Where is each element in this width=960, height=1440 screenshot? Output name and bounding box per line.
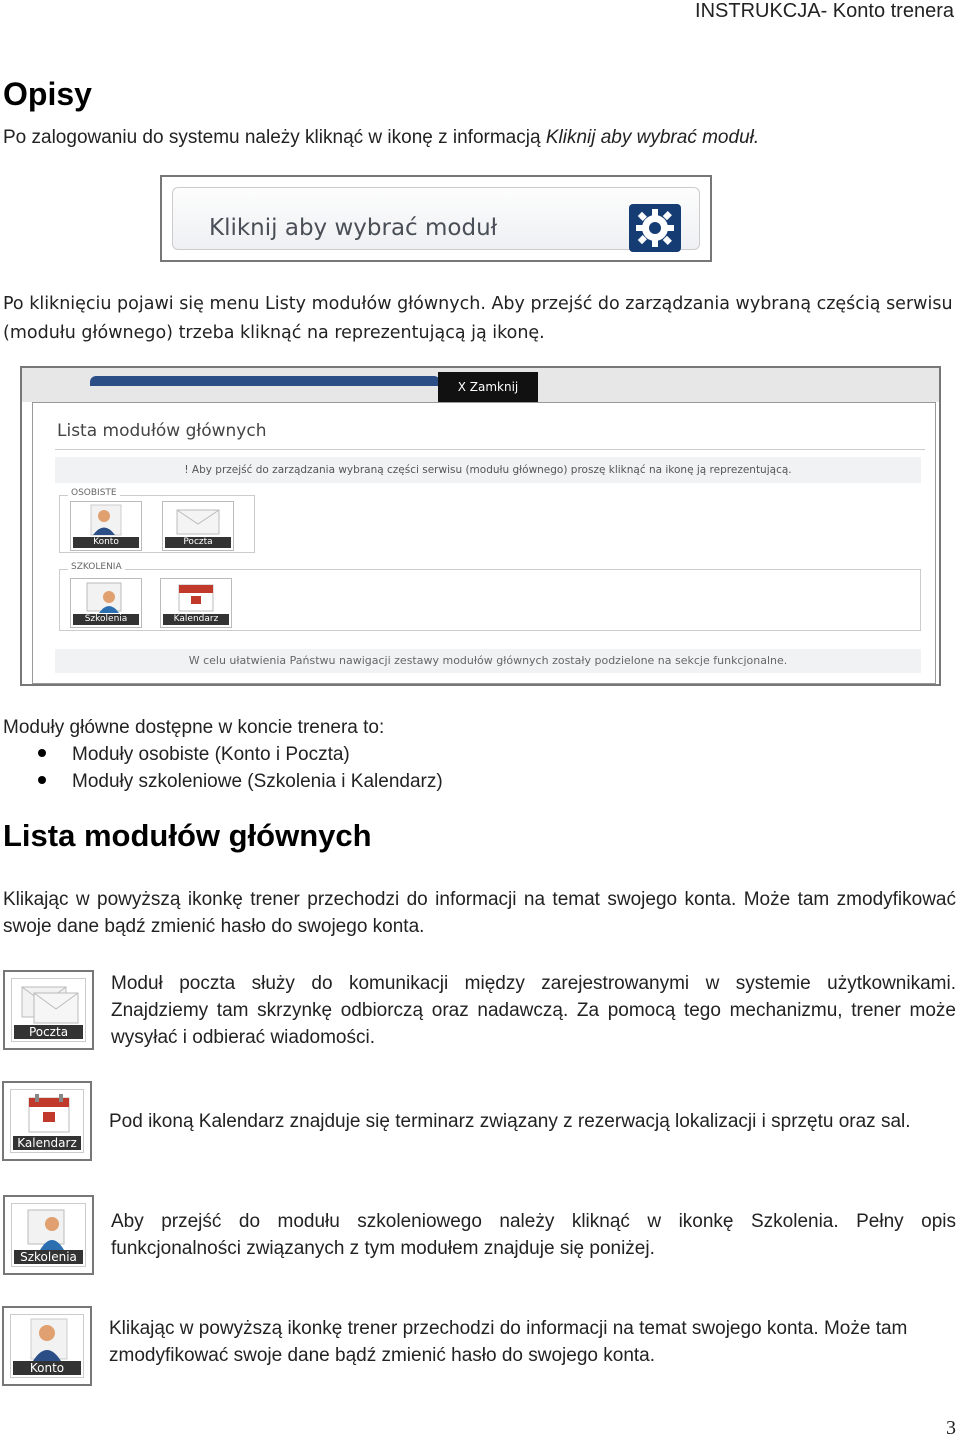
section-heading-lista: Lista modułów głównych xyxy=(3,818,372,853)
poczta-module-icon xyxy=(3,970,94,1050)
konto-icon-box xyxy=(10,1314,84,1378)
konto-module-icon xyxy=(2,1306,92,1386)
page-number: 3 xyxy=(946,1417,956,1439)
tile-label: Poczta xyxy=(165,537,231,548)
tile-label: Konto xyxy=(73,537,139,548)
gear-icon xyxy=(629,204,681,252)
bullet-icon xyxy=(38,776,46,784)
window-tab xyxy=(90,376,440,386)
section-osobiste xyxy=(59,488,255,553)
poczta-description: Moduł poczta służy do komunikacji między zarejestrowanymi w systemie użytkownikami. Znajdziemy tam skrzynkę odbiorczą oraz nadawczą. Za pomocą tego mechanizmu, trener może wysyłać i odbierać wiadomości. xyxy=(111,973,956,1048)
szkolenia-description: Aby przejść do modułu szkoleniowego należy kliknąć w ikonkę Szkolenia. Pełny opis funkcjonalności związanych z tym modułem znajduje się poniżej. xyxy=(111,1211,956,1259)
list-item-text: Moduły szkoleniowe (Szkolenia i Kalendarz) xyxy=(72,771,443,792)
icon-label: Kalendarz xyxy=(13,1136,81,1150)
info-banner: ! Aby przejść do zarządzania wybraną części serwisu (modułu głównego) proszę kliknąć na ikonę ją reprezentującą. xyxy=(55,457,921,483)
section-heading-opisy: Opisy xyxy=(3,76,92,112)
panel-title: Lista modułów głównych xyxy=(57,421,267,441)
konto-description: Klikając w powyższą ikonkę trener przechodzi do informacji na temat swojego konta. Może tam zmodyfikować swoje dane bądź zmienić hasło do swojego konta. xyxy=(109,1318,908,1366)
bullet-icon xyxy=(38,749,46,757)
training-icon xyxy=(71,579,141,615)
konto-intro-paragraph: Klikając w powyższą ikonkę trener przechodzi do informacji na temat swojego konta. Może tam zmodyfikować swoje dane bądź zmienić hasło do swojego konta. xyxy=(3,889,956,937)
after-click-line-1: Po kliknięciu pojawi się menu Listy modułów głównych. Aby przejść do zarządzania wybraną częścią serwisu xyxy=(3,294,953,314)
after-click-line-2: (modułu głównego) trzeba kliknąć na reprezentującą ją ikonę. xyxy=(3,323,545,343)
running-header: INSTRUKCJA- Konto trenera xyxy=(695,0,954,22)
tile-kalendarz[interactable] xyxy=(160,578,232,628)
tile-label: Kalendarz xyxy=(163,614,229,625)
user-icon xyxy=(71,502,141,538)
select-module-screenshot xyxy=(160,175,712,262)
footer-note: W celu ułatwienia Państwu nawigacji zestawy modułów głównych zostały podzielone na sekcje funkcjonalne. xyxy=(55,649,921,673)
modules-intro: Moduły główne dostępne w koncie trenera to: xyxy=(3,717,385,738)
after-click-paragraph xyxy=(3,290,958,348)
user-icon xyxy=(11,1315,87,1365)
tile-konto[interactable] xyxy=(70,501,142,551)
list-item xyxy=(38,741,350,768)
kalendarz-description: Pod ikoną Kalendarz znajduje się terminarz związany z rezerwacją lokalizacji i sprzętu oraz sal. xyxy=(109,1111,911,1132)
szkolenia-icon-box xyxy=(11,1203,86,1267)
divider xyxy=(55,449,925,450)
kalendarz-icon-box xyxy=(10,1089,84,1153)
section-szkolenia xyxy=(59,562,921,631)
calendar-icon xyxy=(11,1090,87,1140)
select-module-bar xyxy=(172,187,700,250)
intro-italic-text: Kliknij aby wybrać moduł. xyxy=(545,127,760,148)
tile-poczta[interactable] xyxy=(162,501,234,551)
icon-label: Poczta xyxy=(14,1025,83,1039)
modules-list-screenshot xyxy=(20,366,941,686)
mail-icon xyxy=(163,502,233,538)
intro-text: Po zalogowaniu do systemu należy kliknąć w ikonę z informacją xyxy=(3,127,546,148)
tile-szkolenia[interactable] xyxy=(70,578,142,628)
select-module-label: Kliknij aby wybrać moduł xyxy=(209,215,498,241)
list-item-text: Moduły osobiste (Konto i Poczta) xyxy=(72,744,350,765)
tile-label: Szkolenia xyxy=(73,614,139,625)
icon-label: Szkolenia xyxy=(14,1250,83,1264)
training-icon xyxy=(12,1204,89,1254)
section-name: OSOBISTE xyxy=(68,488,120,498)
close-button[interactable]: X Zamknij xyxy=(438,372,538,402)
modules-panel xyxy=(32,402,936,684)
mail-icon xyxy=(12,979,89,1029)
intro-paragraph xyxy=(3,124,759,151)
poczta-icon-box xyxy=(11,978,86,1042)
section-name: SZKOLENIA xyxy=(68,562,125,572)
icon-label: Konto xyxy=(13,1361,81,1375)
szkolenia-module-icon xyxy=(3,1195,94,1275)
kalendarz-module-icon xyxy=(2,1081,92,1161)
list-item xyxy=(38,768,443,795)
calendar-icon xyxy=(161,579,231,615)
